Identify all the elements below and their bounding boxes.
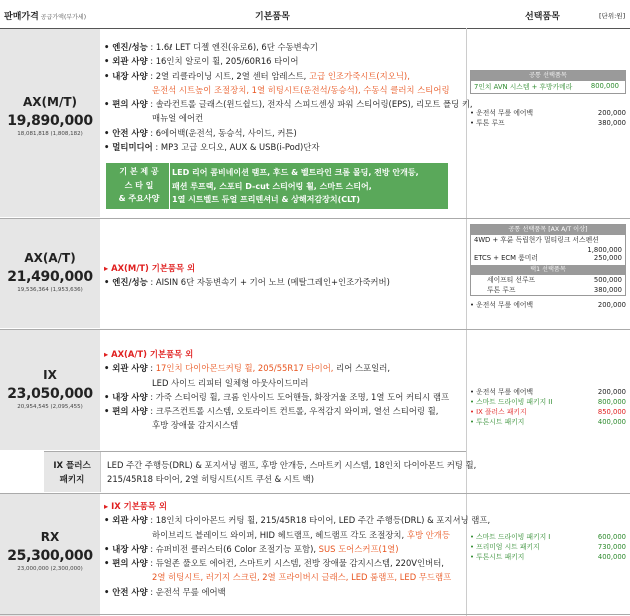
rx-price-cell bbox=[0, 494, 100, 616]
table-header bbox=[0, 0, 630, 29]
model-tax: 20,954,545 (2,095,455) bbox=[17, 404, 83, 410]
unit-label: [단위:원] bbox=[599, 12, 626, 20]
ax-at-options: 공통 선택품목 [AX A/T 이상] 4WD + 후륜 독립현가 멀티링크 서스펜션 1,800,000 ETCS + ECM 룸미러 250,000 택1 선택품목 세이프티 선루프 500,000 투톤 루프 380,000 • 운전석 무릎 에어백 200,000 bbox=[470, 226, 626, 309]
ix-options: • 운전석 무릎 에어백 200,000 • 스마트 드라이빙 패키지 II 800,000 • IX 플러스 패키지 850,000 • 투톤시트 패키지 400,000 bbox=[470, 388, 626, 426]
ix-specs: ▸ AX(A/T) 기본품목 외 • 외관 사양 : 17인치 다이아몬드커팅 휠, 205/55R17 타이어, 리어 스포일러, LED 사이드 리피터 일체형 아웃사이드미러 • 내장 사양 : 가죽 스티어링 휠, 크롬 인사이드 도어핸들, 화장거울 조명, 1열 도어 커티시 램프 • 편의 사양 : 크루즈컨트롤 시스템, 오토라이트 컨트롤, 우적감지 와이퍼, 열선 스티어링 휠, 후방 장애물 감지시스템 bbox=[104, 349, 450, 431]
model-name: RX bbox=[40, 530, 60, 544]
model-price: 19,890,000 bbox=[7, 113, 93, 129]
model-name: AX(A/T) bbox=[24, 251, 76, 265]
ix-price-cell bbox=[0, 330, 100, 450]
model-tax: 23,000,000 (2,300,000) bbox=[17, 566, 83, 572]
model-name: IX bbox=[43, 368, 57, 382]
ax-mt-price-cell bbox=[0, 29, 100, 217]
model-tax: 18,081,818 (1,808,182) bbox=[17, 131, 83, 137]
rx-options: • 스마트 드라이빙 패키지 I 600,000 • 프리미엄 시트 패키지 730,000 • 투톤시트 패키지 400,000 bbox=[470, 533, 626, 561]
price-header: 판매가격 공급가액(부가세) bbox=[4, 12, 87, 22]
ix-plus-cell: IX 플러스 패키지 bbox=[44, 452, 100, 492]
model-price: 25,300,000 bbox=[7, 548, 93, 564]
model-price: 23,050,000 bbox=[7, 386, 93, 402]
ax-at-price-cell bbox=[0, 219, 100, 328]
ax-at-specs: ▸ AX(M/T) 기본품목 외 • 엔진/성능 : AISIN 6단 자동변속기 + 기어 노브 (메탈그레인+인조가죽커버) bbox=[104, 263, 390, 288]
basic-header: 기본품목 bbox=[255, 12, 290, 22]
model-price: 21,490,000 bbox=[7, 269, 93, 285]
ix-plus-specs: LED 주간 주행등(DRL) & 포지셔닝 램프, 후방 안개등, 스마트키 시스템, 18인치 다이아몬드 커팅 휠, 215/45R18 타이어, 2열 히팅시트(시트 쿠션 & 시트 백) bbox=[107, 460, 477, 485]
style-spec-box: 기 본 제 공 스 타 일 & 주요사양 LED 리어 콤비네이션 램프, 후드 & 벨트라인 크롬 몰딩, 전방 안개등, 패션 루프랙, 스포티 D-cut 스티어링 휠, 스마트 스티어, 1열 시트벨트 듀얼 프리텐셔너 & 상해저감장치(CLT) bbox=[106, 163, 448, 209]
ax-mt-specs: • 엔진/성능 : 1.6ℓ LET 디젤 엔진(유로6), 6단 수동변속기 • 외관 사양 : 16인치 알로이 휠, 205/60R16 타이어 • 내장 사양 : 2열 리클라이닝 시트, 2열 센터 암레스트, 고급 인조가죽시트(지오닉), 운전석 시트높이 조절장치, 1열 히팅시트(운전석/동승석), 수동식 클러치 스티어링 • 편의 사양 : 솔라컨트롤 글래스(윈드쉴드), 전자식 스피드센싱 파워 스티어링(EPS), 리모트 폴딩 키, 매뉴얼 에어컨 • 안전 사양 : 6에어백(운전석, 동승석, 사이드, 커튼) • 멀티미디어 : MP3 고급 오디오, AUX & USB(i-Pod)단자 bbox=[104, 42, 473, 153]
option-header: 선택품목 bbox=[525, 12, 560, 22]
ax-mt-options: 공통 선택품목 7인치 AVN 시스템 + 후방카메라 800,000 • 운전석 무릎 에어백 200,000 • 투톤 루프 380,000 bbox=[470, 72, 626, 127]
model-name: AX(M/T) bbox=[22, 95, 78, 109]
model-tax: 19,536,364 (1,953,636) bbox=[17, 287, 83, 293]
rx-specs: ▸ IX 기본품목 외 • 외관 사양 : 18인치 다이아몬드 커팅 휠, 215/45R18 타이어, LED 주간 주행등(DRL) & 포지셔닝 램프, 하이브리드 블레이드 와이퍼, HID 헤드램프, 헤드램프 각도 조절장치, 후방 안개등 • 내장 사양 : 슈퍼비전 클러스터(6 Color 조절기능 포함), SUS 도어스커프(1열) • 편의 사양 : 듀얼존 풀오토 에어컨, 스마트키 시스템, 전방 장애물 감지시스템, 220V인버터, 2열 히팅시트, 러기지 스크린, 2열 프라이버시 글래스, LED 룸램프, LED 무드램프 • 안전 사양 : 운전석 무릎 에어백 bbox=[104, 501, 491, 597]
